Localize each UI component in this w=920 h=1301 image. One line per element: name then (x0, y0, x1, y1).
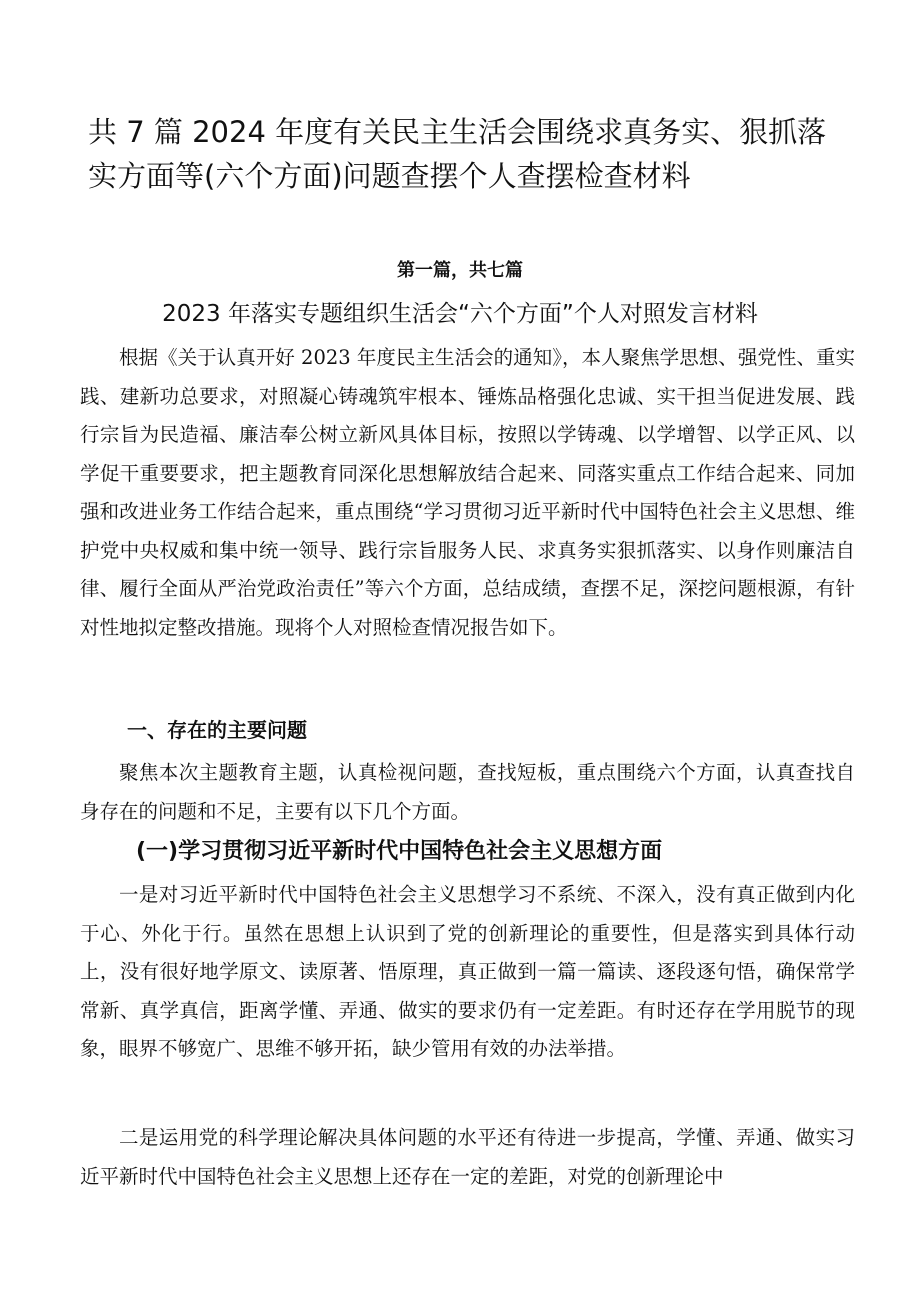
part-label: 第一篇，共七篇 (397, 260, 523, 281)
point-two-paragraph: 二是运用党的科学理论解决具体问题的水平还有待进一步提高，学懂、弄通、做实习近平新时代中国特色社会主义思想上还存在一定的差距，对党的创新理论中 (80, 1126, 855, 1188)
intro-paragraph: 根据《关于认真开好 2023 年度民主生活会的通知》，本人聚焦学思想、强党性、重实践、建新功总要求，对照凝心铸魂筑牢根本、锤炼品格强化忠诚、实干担当促进发展、践行宗旨为民造福、廉洁奉公树立新风具体目标，按照以学铸魂、以学增智、以学正风、以学促干重要要求，把主题教育同深化思想解放结合起来、同落实重点工作结合起来、同加强和改进业务工作结合起来，重点围绕“学习贯彻习近平新时代中国特色社会主义思想、维护党中央权威和集中统一领导、践行宗旨服务人民、求真务实狠抓落实、以身作则廉洁自律、履行全面从严治党政治责任”等六个方面，总结成绩，查摆不足，深挖问题根源，有针对性地拟定整改措施。现将个人对照检查情况报告如下。 (80, 346, 855, 639)
point-one-paragraph: 一是对习近平新时代中国特色社会主义思想学习不系统、不深入，没有真正做到内化于心、外化于行。虽然在思想上认识到了党的创新理论的重要性，但是落实到具体行动上，没有很好地学原文、读原著、悟原理，真正做到一篇一篇读、逐段逐句悟，确保常学常新、真学真信，距离学懂、弄通、做实的要求仍有一定差距。有时还存在学用脱节的现象，眼界不够宽广、思维不够开拓，缺少管用有效的办法举措。 (80, 883, 855, 1060)
document-title: 共 7 篇 2024 年度有关民主生活会围绕求真务实、狠抓落实方面等(六个方面)问题查摆个人查摆检查材料 (88, 115, 827, 193)
subsection-heading-study: (一)学习贯彻习近平新时代中国特色社会主义思想方面 (136, 839, 663, 864)
section-heading-main-problems: 一、存在的主要问题 (127, 718, 307, 742)
section-intro-paragraph: 聚焦本次主题教育主题，认真检视问题，查找短板，重点围绕六个方面，认真查找自身存在的问题和不足，主要有以下几个方面。 (80, 761, 855, 823)
section-subtitle: 2023 年落实专题组织生活会“六个方面”个人对照发言材料 (162, 301, 758, 327)
